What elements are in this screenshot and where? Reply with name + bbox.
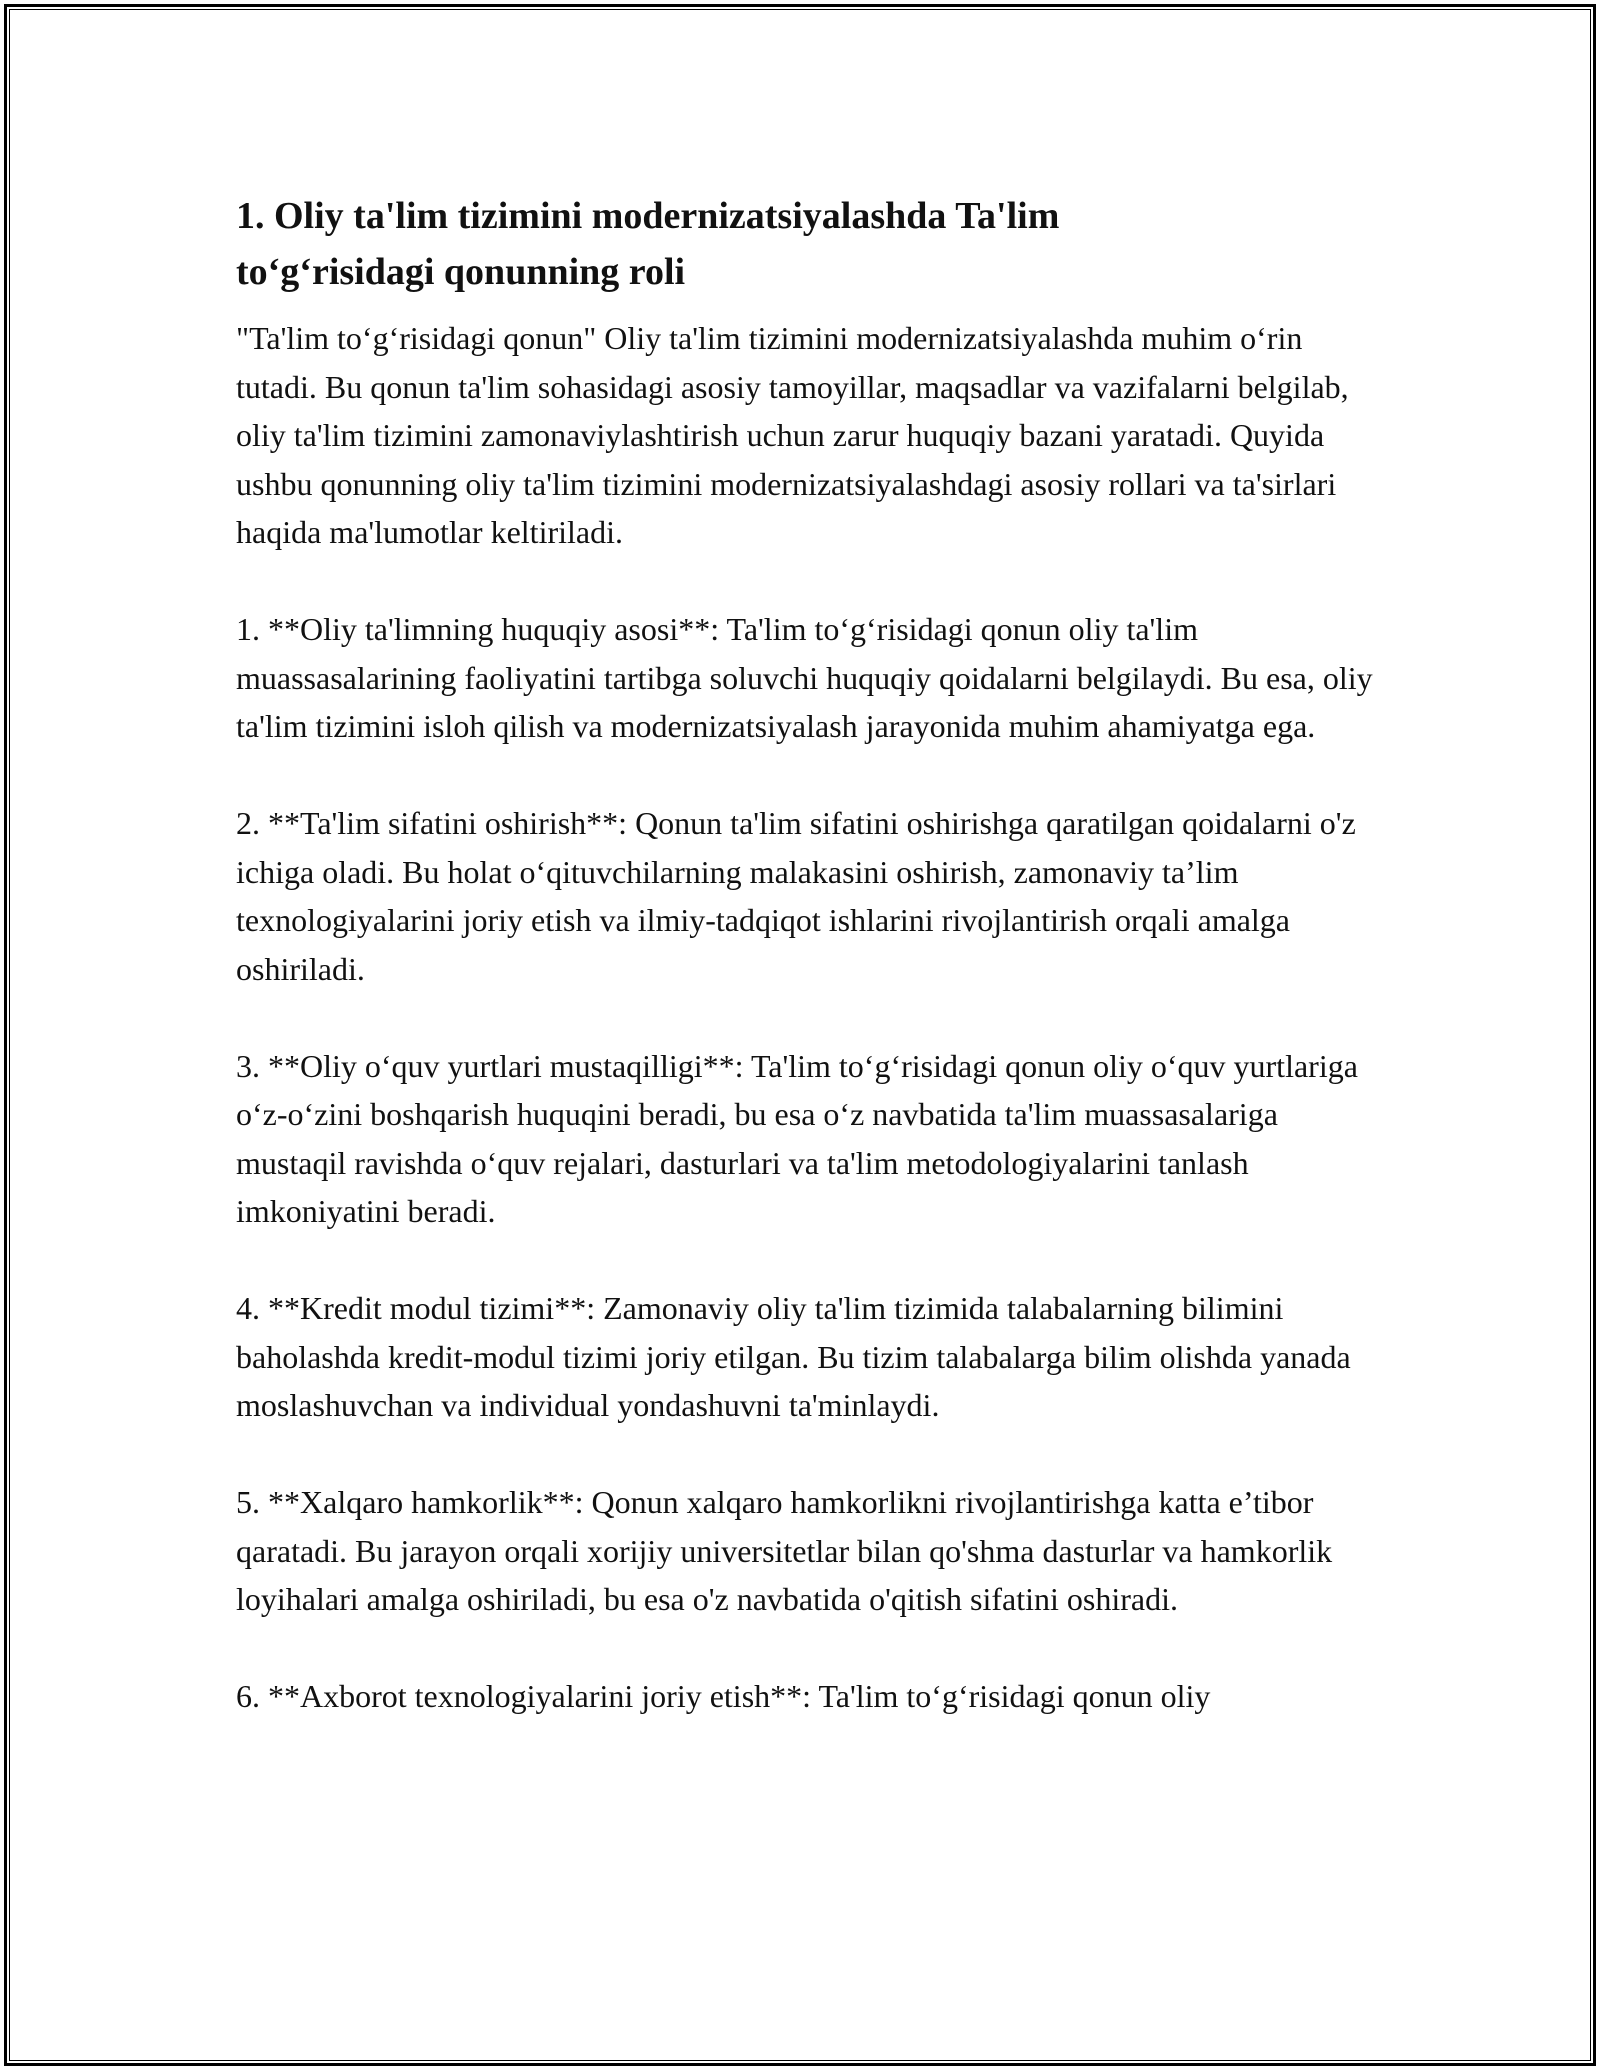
paragraph-item-5: 5. **Xalqaro hamkorlik**: Qonun xalqaro hamkorlikni rivojlantirishga katta e’tibor qaratadi. Bu jarayon orqali xorijiy universitetlar bilan qo'shma dasturlar va hamkorlik loyihalari amalga oshiriladi, bu esa o'z navbatida o'qitish sifatini oshiradi.	[236, 1484, 1333, 1617]
paragraph-item-3: 3. **Oliy o‘quv yurtlari mustaqilligi**: Ta'lim to‘g‘risidagi qonun oliy o‘quv yurtlariga o‘z-o‘zini boshqarish huquqini beradi, bu esa o‘z navbatida ta'lim muassasalariga mustaqil ravishda o‘quv rejalari, dasturlari va ta'lim metodologiyalarini tanlash imkoniyatini beradi.	[236, 1047, 1358, 1229]
paragraph-intro: "Ta'lim to‘g‘risidagi qonun" Oliy ta'lim tizimini modernizatsiyalashda muhim o‘rin tutadi. Bu qonun ta'lim sohasidagi asosiy tamoyillar, maqsadlar va vazifalarni belgilab, oliy ta'lim tizimini zamonaviylashtirish uchun zarur huquqiy bazani yaratadi. Quyida ushbu qonunning oliy ta'lim tizimini modernizatsiyalashdagi asosiy rollari va ta'sirlari haqida ma'lumotlar keltiriladi.	[236, 320, 1349, 550]
paragraph-item-1: 1. **Oliy ta'limning huquqiy asosi**: Ta'lim to‘g‘risidagi qonun oliy ta'lim muassasalarining faoliyatini tartibga soluvchi huquqiy qoidalarni belgilaydi. Bu esa, oliy ta'lim tizimini isloh qilish va modernizatsiyalash jarayonida muhim ahamiyatga ega.	[236, 611, 1373, 744]
paragraph-item-4: 4. **Kredit modul tizimi**: Zamonaviy oliy ta'lim tizimida talabalarning bilimini baholashda kredit-modul tizimi joriy etilgan. Bu tizim talabalarga bilim olishda yanada moslashuvchan va individual yondashuvni ta'minlaydi.	[236, 1290, 1351, 1423]
paragraph-item-6: 6. **Axborot texnologiyalarini joriy etish**: Ta'lim to‘g‘risidagi qonun oliy	[236, 1678, 1211, 1714]
document-title: 1. Oliy ta'lim tizimini modernizatsiyalashda Ta'lim to‘g‘risidagi qonunning roli	[236, 195, 1060, 293]
paragraph-item-2: 2. **Ta'lim sifatini oshirish**: Qonun ta'lim sifatini oshirishga qaratilgan qoidalarni o'z ichiga oladi. Bu holat o‘qituvchilarning malakasini oshirish, zamonaviy ta’lim texnologiyalarini joriy etish va ilmiy-tadqiqot ishlarini rivojlantirish orqali amalga oshiriladi.	[236, 805, 1356, 987]
document-body	[236, 188, 1376, 1769]
